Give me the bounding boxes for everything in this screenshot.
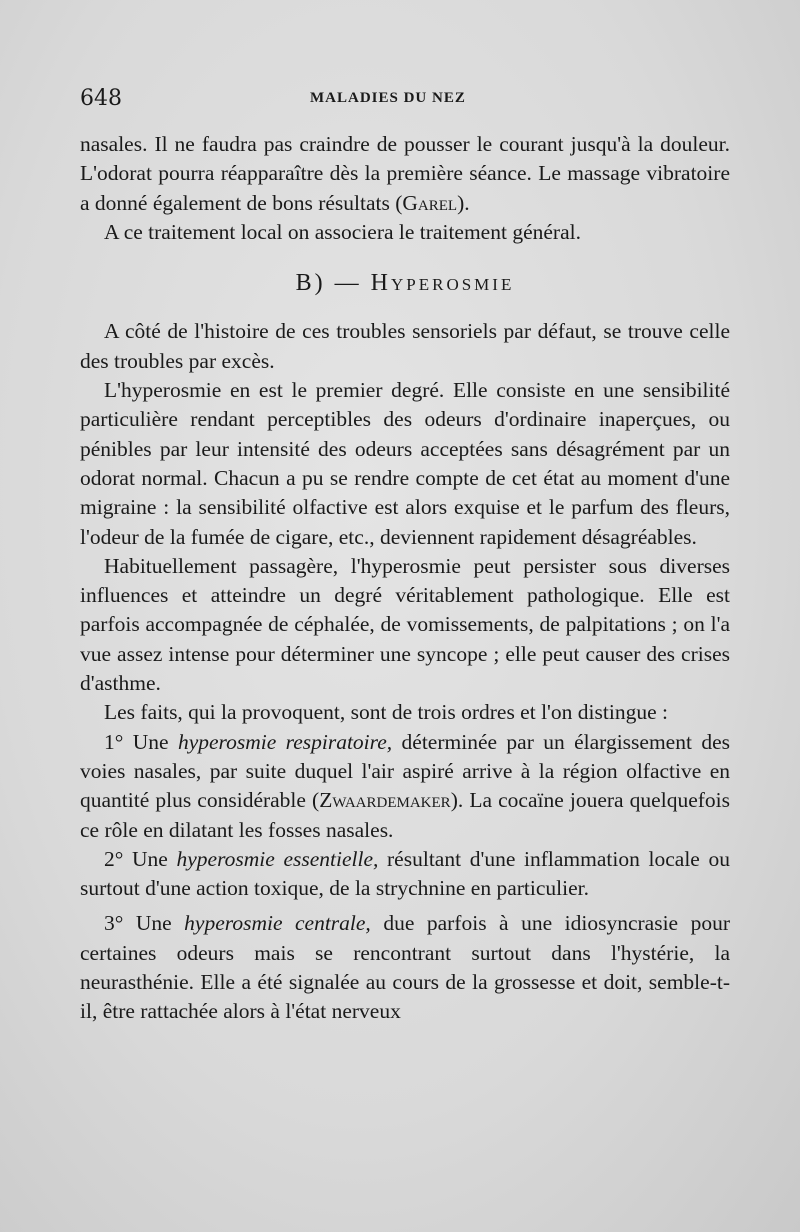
section-title: B) — Hyperosmie xyxy=(295,270,515,297)
item-text: résultant d'une inflammation locale ou surtout d'une action toxique, de la strychnine en particulier. xyxy=(80,846,730,901)
paragraph-pathology: Habituellement passagère, l'hyperosmie peut persister sous diverses influences et atteindre un degré véritablement pathologique. Elle est parfois accompagnée de céphalée, de vomissements, de palpitations ; on l'a vue assez intense pour déterminer une syncope ; elle peut causer des crises d'asthme. xyxy=(80,553,730,696)
paragraph-text: nasales. Il ne faudra pas craindre de pousser le courant jusqu'à la douleur. L'odorat pourra réapparaître dès la première séance. Le massage vibratoire a donné également de bons résultats ( xyxy=(80,132,730,215)
item-text: déterminée par un élargissement des voies nasales, par suite duquel l'air aspiré arrive à la région olfactive en quantité plus considérable ( xyxy=(80,729,730,813)
author-citation: Garel xyxy=(402,190,458,215)
item-term: hyperosmie essentielle, xyxy=(176,846,379,871)
paragraph-text: ). xyxy=(457,190,470,215)
item-term: hyperosmie respiratoire, xyxy=(177,729,393,754)
running-title: MALADIES DU NEZ xyxy=(310,90,466,106)
item-term: hyperosmie centrale, xyxy=(184,911,371,936)
paragraph-general-treatment: A ce traitement local on associera le traitement général. xyxy=(104,219,581,244)
paragraph-intro: A côté de l'histoire de ces troubles sensoriels par défaut, se trouve celle des troubles par excès. xyxy=(80,319,730,373)
author-citation: Zwaardemaker xyxy=(319,788,451,813)
list-item-central xyxy=(80,909,730,1026)
item-text: due parfois à une idiosyncrasie pour certaines odeurs mais se rencontrant surtout dans l'hystérie, la neurasthénie. Elle a été signalée au cours de la grossesse et doit, semble-t-il, être rattachée alors à l'état nerveux xyxy=(80,911,730,1024)
paragraph-orders: Les faits, qui la provoquent, sont de trois ordres et l'on distingue : xyxy=(104,700,668,725)
body-text xyxy=(80,130,730,1027)
page-header xyxy=(80,86,730,112)
list-item-essential xyxy=(80,845,730,904)
paragraph-definition: L'hyperosmie en est le premier degré. Elle consiste en une sensibilité particulière rendant perceptibles des odeurs d'ordinaire inaperçues, ou pénibles par leur intensité des odeurs acceptées sans désagrément par un odorat normal. Chacun a pu se rendre compte de cet état au moment d'une migraine : la sensibilité olfactive est alors exquise et le parfum des fleurs, l'odeur de la fumée de cigare, etc., deviennent rapidement désagréables. xyxy=(80,378,730,549)
item-number: 2° Une xyxy=(104,846,177,871)
item-text: ). La cocaïne jouera quelquefois ce rôle en dilatant les fosses nasales. xyxy=(80,788,730,842)
item-number: 3° Une xyxy=(104,911,185,936)
paragraph-treatment xyxy=(80,130,730,218)
item-number: 1° Une xyxy=(104,729,178,754)
list-item-respiratory xyxy=(80,728,730,845)
page-number: 648 xyxy=(80,86,122,111)
